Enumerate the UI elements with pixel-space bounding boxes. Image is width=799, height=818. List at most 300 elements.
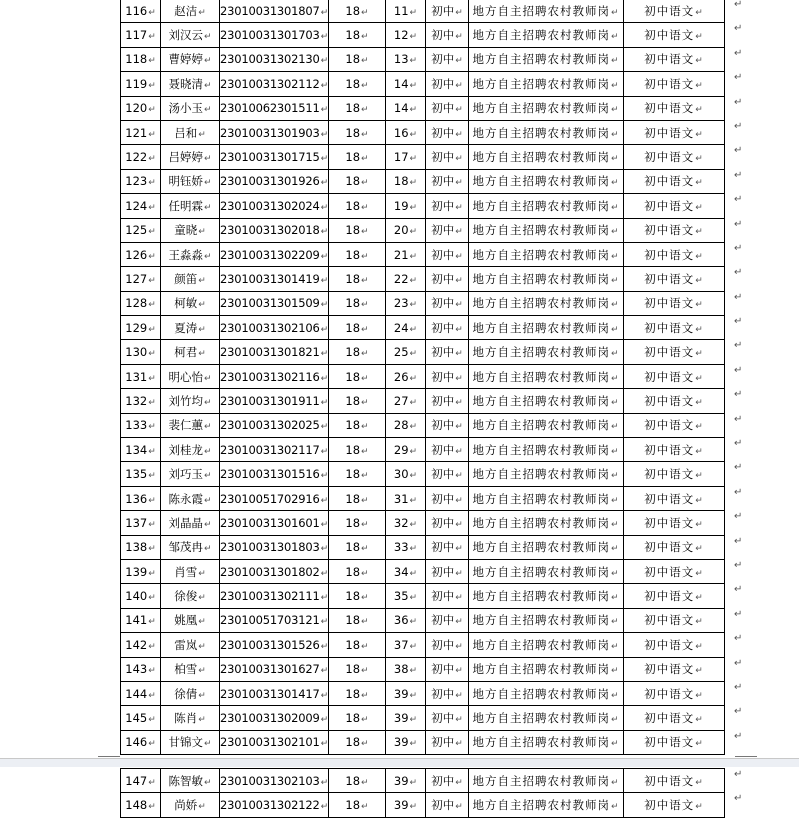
candidate-name: 尚娇 — [174, 798, 198, 813]
candidate-name-cell — [161, 584, 220, 608]
table-row — [121, 584, 725, 608]
cell-end-mark: ↵ — [203, 56, 212, 67]
group-code: 18 — [345, 101, 361, 116]
subject-name: 初中语文 — [644, 320, 695, 335]
position-name: 地方自主招聘农村教师岗 — [472, 798, 610, 813]
position-name-cell — [469, 769, 624, 793]
subject-name: 初中语文 — [644, 540, 695, 555]
candidate-id-cell — [220, 218, 329, 242]
school-level-cell — [426, 681, 469, 705]
rank: 34 — [393, 564, 409, 579]
candidate-id: 23010062301511 — [220, 101, 320, 116]
position-name: 地方自主招聘农村教师岗 — [472, 76, 610, 91]
position-name-cell — [469, 291, 624, 315]
subject-name: 初中语文 — [644, 735, 695, 750]
school-level-cell — [426, 242, 469, 266]
rank: 21 — [393, 247, 409, 262]
cell-end-mark: ↵ — [320, 397, 328, 408]
position-name: 地方自主招聘农村教师岗 — [472, 345, 610, 360]
group-code: 18 — [345, 540, 361, 555]
position-name-cell — [469, 340, 624, 364]
row-end-mark: ↵ — [734, 730, 743, 742]
position-name-cell — [469, 608, 624, 632]
school-level-cell — [426, 340, 469, 364]
position-name: 地方自主招聘农村教师岗 — [472, 247, 610, 262]
subject-name: 初中语文 — [644, 467, 695, 482]
candidate-name-cell — [161, 559, 220, 583]
candidate-id: 23010051703121 — [220, 613, 320, 628]
group-code: 18 — [345, 125, 361, 140]
cell-end-mark: ↵ — [695, 715, 704, 726]
candidate-name-cell — [161, 389, 220, 413]
subject-name-cell — [624, 462, 725, 486]
cell-end-mark: ↵ — [695, 593, 704, 604]
cell-end-mark: ↵ — [361, 251, 369, 262]
subject-name: 初中语文 — [644, 491, 695, 506]
group-code: 18 — [345, 28, 361, 43]
row-number-cell — [121, 194, 161, 218]
cell-end-mark: ↵ — [198, 300, 206, 311]
cell-end-mark: ↵ — [148, 777, 156, 788]
candidate-id: 23010031301903 — [220, 125, 320, 140]
cell-end-mark: ↵ — [610, 617, 620, 628]
school-level-cell — [426, 364, 469, 388]
position-name-cell — [469, 462, 624, 486]
cell-end-mark: ↵ — [695, 105, 704, 116]
table-row — [121, 413, 725, 437]
cell-end-mark: ↵ — [320, 641, 328, 652]
cell-end-mark: ↵ — [148, 641, 156, 652]
group-code: 18 — [345, 564, 361, 579]
cell-end-mark: ↵ — [198, 641, 206, 652]
row-number-cell — [121, 0, 161, 23]
cell-end-mark: ↵ — [695, 568, 704, 579]
candidate-name: 汤小玉 — [168, 101, 203, 116]
subject-name-cell — [624, 681, 725, 705]
cell-end-mark: ↵ — [409, 154, 418, 165]
candidate-name: 赵洁 — [174, 3, 198, 18]
cell-end-mark: ↵ — [455, 300, 463, 311]
cell-end-mark: ↵ — [455, 568, 463, 579]
row-number: 138 — [125, 540, 148, 555]
cell-end-mark: ↵ — [695, 422, 704, 433]
cell-end-mark: ↵ — [610, 568, 620, 579]
candidate-name-cell — [161, 462, 220, 486]
position-name-cell — [469, 218, 624, 242]
table-row — [121, 291, 725, 315]
cell-end-mark: ↵ — [203, 495, 212, 506]
cell-end-mark: ↵ — [198, 617, 206, 628]
subject-name-cell — [624, 145, 725, 169]
table-row — [121, 0, 725, 23]
cell-end-mark: ↵ — [320, 715, 328, 726]
cell-end-mark: ↵ — [409, 397, 418, 408]
cell-end-mark: ↵ — [610, 129, 620, 140]
school-level: 初中 — [431, 198, 455, 213]
cell-end-mark: ↵ — [361, 275, 369, 286]
group-code: 18 — [345, 320, 361, 335]
cell-end-mark: ↵ — [610, 300, 620, 311]
candidate-id-cell — [220, 559, 329, 583]
cell-end-mark: ↵ — [695, 7, 704, 18]
row-number-cell — [121, 559, 161, 583]
row-number: 140 — [125, 589, 148, 604]
cell-end-mark: ↵ — [361, 202, 369, 213]
cell-end-mark: ↵ — [361, 129, 369, 140]
table-row — [121, 120, 725, 144]
position-name: 地方自主招聘农村教师岗 — [472, 564, 610, 579]
cell-end-mark: ↵ — [320, 593, 328, 604]
row-end-mark: ↵ — [734, 413, 743, 425]
cell-end-mark: ↵ — [409, 349, 418, 360]
position-name: 地方自主招聘农村教师岗 — [472, 711, 610, 726]
rank-cell — [386, 511, 426, 535]
cell-end-mark: ↵ — [695, 80, 704, 91]
group-code: 18 — [345, 637, 361, 652]
candidate-name-cell — [161, 681, 220, 705]
candidate-name: 徐俊 — [174, 589, 198, 604]
row-number: 121 — [125, 125, 148, 140]
cell-end-mark: ↵ — [361, 80, 369, 91]
row-number: 119 — [125, 76, 148, 91]
subject-name-cell — [624, 340, 725, 364]
row-number-cell — [121, 608, 161, 632]
candidate-id: 23010031302101 — [220, 735, 320, 750]
candidate-id: 23010031302018 — [220, 223, 320, 238]
cell-end-mark: ↵ — [320, 251, 328, 262]
row-number-cell — [121, 47, 161, 71]
group-code-cell — [329, 462, 386, 486]
candidate-name-cell — [161, 730, 220, 754]
rank-cell — [386, 608, 426, 632]
cell-end-mark: ↵ — [695, 56, 704, 67]
cell-end-mark: ↵ — [610, 324, 620, 335]
row-number-cell — [121, 389, 161, 413]
cell-end-mark: ↵ — [610, 519, 620, 530]
candidate-id-cell — [220, 47, 329, 71]
rank-cell — [386, 462, 426, 486]
row-number: 139 — [125, 564, 148, 579]
position-name: 地方自主招聘农村教师岗 — [472, 540, 610, 555]
subject-name: 初中语文 — [644, 637, 695, 652]
candidate-name: 童晓 — [174, 223, 198, 238]
candidate-id-cell — [220, 633, 329, 657]
candidate-name: 明心怡 — [168, 369, 203, 384]
group-code-cell — [329, 218, 386, 242]
row-number: 146 — [125, 735, 148, 750]
school-level-cell — [426, 291, 469, 315]
cell-end-mark: ↵ — [148, 154, 156, 165]
table-row — [121, 633, 725, 657]
cell-end-mark: ↵ — [148, 56, 156, 67]
cell-end-mark: ↵ — [455, 739, 463, 750]
cell-end-mark: ↵ — [320, 422, 328, 433]
rank-cell — [386, 769, 426, 793]
cell-end-mark: ↵ — [610, 739, 620, 750]
candidate-name-cell — [161, 291, 220, 315]
cell-end-mark: ↵ — [409, 129, 418, 140]
rank: 25 — [393, 345, 409, 360]
group-code: 18 — [345, 174, 361, 189]
candidate-id-cell — [220, 267, 329, 291]
group-code: 18 — [345, 345, 361, 360]
rank-cell — [386, 218, 426, 242]
candidate-name: 雷岚 — [174, 637, 198, 652]
subject-name-cell — [624, 291, 725, 315]
cell-end-mark: ↵ — [695, 544, 704, 555]
subject-name-cell — [624, 706, 725, 730]
cell-end-mark: ↵ — [455, 617, 463, 628]
group-code: 18 — [345, 613, 361, 628]
candidate-name-cell — [161, 169, 220, 193]
row-end-mark: ↵ — [734, 486, 743, 498]
candidate-id-cell — [220, 608, 329, 632]
candidate-id-cell — [220, 769, 329, 793]
rank: 31 — [393, 491, 409, 506]
row-number: 144 — [125, 686, 148, 701]
candidate-id: 23010031301516 — [220, 467, 320, 482]
cell-end-mark: ↵ — [203, 373, 212, 384]
cell-end-mark: ↵ — [695, 519, 704, 530]
row-number: 141 — [125, 613, 148, 628]
cell-end-mark: ↵ — [610, 397, 620, 408]
cell-end-mark: ↵ — [148, 471, 156, 482]
cell-end-mark: ↵ — [695, 275, 704, 286]
rank: 32 — [393, 515, 409, 530]
candidate-name: 聂晓清 — [168, 76, 203, 91]
school-level: 初中 — [431, 3, 455, 18]
rank-cell — [386, 0, 426, 23]
subject-name: 初中语文 — [644, 564, 695, 579]
position-name: 地方自主招聘农村教师岗 — [472, 393, 610, 408]
cell-end-mark: ↵ — [695, 129, 704, 140]
candidate-id: 23010031302117 — [220, 442, 320, 457]
cell-end-mark: ↵ — [198, 715, 206, 726]
candidate-id: 23010031301509 — [220, 296, 320, 311]
candidate-id: 23010031302112 — [220, 76, 320, 91]
row-number: 136 — [125, 491, 148, 506]
group-code: 18 — [345, 393, 361, 408]
table-row — [121, 364, 725, 388]
position-name: 地方自主招聘农村教师岗 — [472, 198, 610, 213]
cell-end-mark: ↵ — [610, 7, 620, 18]
cell-end-mark: ↵ — [610, 593, 620, 604]
school-level: 初中 — [431, 271, 455, 286]
group-code-cell — [329, 72, 386, 96]
cell-end-mark: ↵ — [320, 802, 328, 813]
table-row — [121, 438, 725, 462]
subject-name: 初中语文 — [644, 76, 695, 91]
position-name-cell — [469, 511, 624, 535]
rank: 11 — [393, 3, 409, 18]
candidate-id: 23010031301911 — [220, 393, 320, 408]
cell-end-mark: ↵ — [148, 105, 156, 116]
subject-name: 初中语文 — [644, 271, 695, 286]
position-name-cell — [469, 486, 624, 510]
cell-end-mark: ↵ — [148, 446, 156, 457]
subject-name-cell — [624, 793, 725, 817]
rank: 27 — [393, 393, 409, 408]
cell-end-mark: ↵ — [198, 324, 206, 335]
row-number-cell — [121, 364, 161, 388]
rank-cell — [386, 657, 426, 681]
rank-cell — [386, 242, 426, 266]
cell-end-mark: ↵ — [203, 397, 212, 408]
rank-cell — [386, 340, 426, 364]
candidate-id-cell — [220, 389, 329, 413]
group-code-cell — [329, 535, 386, 559]
rank: 16 — [393, 125, 409, 140]
candidate-id-cell — [220, 316, 329, 340]
cell-end-mark: ↵ — [198, 802, 206, 813]
cell-end-mark: ↵ — [203, 777, 212, 788]
page-corner-mark-left — [98, 756, 120, 757]
candidate-id: 23010051702916 — [220, 491, 320, 506]
rank-cell — [386, 793, 426, 817]
candidate-name: 柯敏 — [174, 296, 198, 311]
group-code-cell — [329, 194, 386, 218]
candidate-name-cell — [161, 242, 220, 266]
candidate-id-cell — [220, 169, 329, 193]
subject-name-cell — [624, 218, 725, 242]
group-code: 18 — [345, 247, 361, 262]
row-end-mark: ↵ — [734, 793, 743, 805]
school-level: 初中 — [431, 369, 455, 384]
cell-end-mark: ↵ — [203, 519, 212, 530]
cell-end-mark: ↵ — [409, 422, 418, 433]
cell-end-mark: ↵ — [148, 7, 156, 18]
group-code-cell — [329, 584, 386, 608]
subject-name: 初中语文 — [644, 150, 695, 165]
cell-end-mark: ↵ — [455, 32, 463, 43]
school-level: 初中 — [431, 711, 455, 726]
position-name-cell — [469, 657, 624, 681]
group-code-cell — [329, 47, 386, 71]
cell-end-mark: ↵ — [695, 397, 704, 408]
cell-end-mark: ↵ — [361, 641, 369, 652]
cell-end-mark: ↵ — [409, 373, 418, 384]
row-number: 120 — [125, 101, 148, 116]
cell-end-mark: ↵ — [610, 777, 620, 788]
rank: 24 — [393, 320, 409, 335]
cell-end-mark: ↵ — [320, 471, 328, 482]
group-code-cell — [329, 438, 386, 462]
candidate-name-cell — [161, 96, 220, 120]
school-level-cell — [426, 793, 469, 817]
position-name: 地方自主招聘农村教师岗 — [472, 223, 610, 238]
rank-cell — [386, 413, 426, 437]
cell-end-mark: ↵ — [409, 777, 418, 788]
candidate-id-cell — [220, 486, 329, 510]
cell-end-mark: ↵ — [320, 129, 328, 140]
cell-end-mark: ↵ — [409, 593, 418, 604]
candidate-id: 23010031301807 — [220, 3, 320, 18]
row-number: 133 — [125, 418, 148, 433]
rank: 22 — [393, 271, 409, 286]
cell-end-mark: ↵ — [610, 641, 620, 652]
row-end-mark: ↵ — [734, 47, 743, 59]
candidate-name: 刘桂龙 — [168, 442, 203, 457]
position-name-cell — [469, 584, 624, 608]
cell-end-mark: ↵ — [409, 666, 418, 677]
cell-end-mark: ↵ — [455, 275, 463, 286]
cell-end-mark: ↵ — [361, 397, 369, 408]
cell-end-mark: ↵ — [361, 154, 369, 165]
candidate-name-cell — [161, 23, 220, 47]
cell-end-mark: ↵ — [695, 495, 704, 506]
rank: 38 — [393, 662, 409, 677]
school-level-cell — [426, 535, 469, 559]
row-number-cell — [121, 145, 161, 169]
cell-end-mark: ↵ — [409, 80, 418, 91]
candidate-id: 23010031301627 — [220, 662, 320, 677]
rank: 39 — [393, 711, 409, 726]
candidate-name: 明钰娇 — [168, 174, 203, 189]
cell-end-mark: ↵ — [320, 739, 328, 750]
cell-end-mark: ↵ — [610, 56, 620, 67]
school-level-cell — [426, 657, 469, 681]
position-name-cell — [469, 0, 624, 23]
row-number-cell — [121, 120, 161, 144]
cell-end-mark: ↵ — [148, 397, 156, 408]
rank-cell — [386, 267, 426, 291]
rank: 39 — [393, 773, 409, 788]
cell-end-mark: ↵ — [695, 666, 704, 677]
cell-end-mark: ↵ — [610, 275, 620, 286]
rank: 39 — [393, 798, 409, 813]
cell-end-mark: ↵ — [320, 690, 328, 701]
rank-cell — [386, 486, 426, 510]
position-name-cell — [469, 793, 624, 817]
cell-end-mark: ↵ — [695, 373, 704, 384]
cell-end-mark: ↵ — [455, 690, 463, 701]
candidate-id: 23010031302116 — [220, 369, 320, 384]
cell-end-mark: ↵ — [455, 56, 463, 67]
row-end-mark: ↵ — [734, 120, 743, 132]
group-code: 18 — [345, 223, 361, 238]
row-number: 124 — [125, 198, 148, 213]
cell-end-mark: ↵ — [409, 32, 418, 43]
cell-end-mark: ↵ — [148, 690, 156, 701]
table-row — [121, 194, 725, 218]
cell-end-mark: ↵ — [361, 777, 369, 788]
cell-end-mark: ↵ — [361, 7, 369, 18]
row-end-mark: ↵ — [734, 267, 743, 279]
candidate-name: 甘锦文 — [168, 735, 203, 750]
school-level: 初中 — [431, 174, 455, 189]
row-end-mark: ↵ — [734, 96, 743, 108]
school-level: 初中 — [431, 442, 455, 457]
row-number: 145 — [125, 711, 148, 726]
cell-end-mark: ↵ — [361, 593, 369, 604]
rank-cell — [386, 194, 426, 218]
cell-end-mark: ↵ — [455, 641, 463, 652]
cell-end-mark: ↵ — [320, 105, 328, 116]
rank-cell — [386, 681, 426, 705]
group-code: 18 — [345, 369, 361, 384]
candidate-id-cell — [220, 96, 329, 120]
table-row — [121, 608, 725, 632]
position-name-cell — [469, 267, 624, 291]
table-row — [121, 706, 725, 730]
position-name: 地方自主招聘农村教师岗 — [472, 515, 610, 530]
cell-end-mark: ↵ — [198, 129, 206, 140]
subject-name-cell — [624, 608, 725, 632]
rank: 23 — [393, 296, 409, 311]
row-number: 134 — [125, 442, 148, 457]
cell-end-mark: ↵ — [695, 300, 704, 311]
candidate-name-cell — [161, 511, 220, 535]
